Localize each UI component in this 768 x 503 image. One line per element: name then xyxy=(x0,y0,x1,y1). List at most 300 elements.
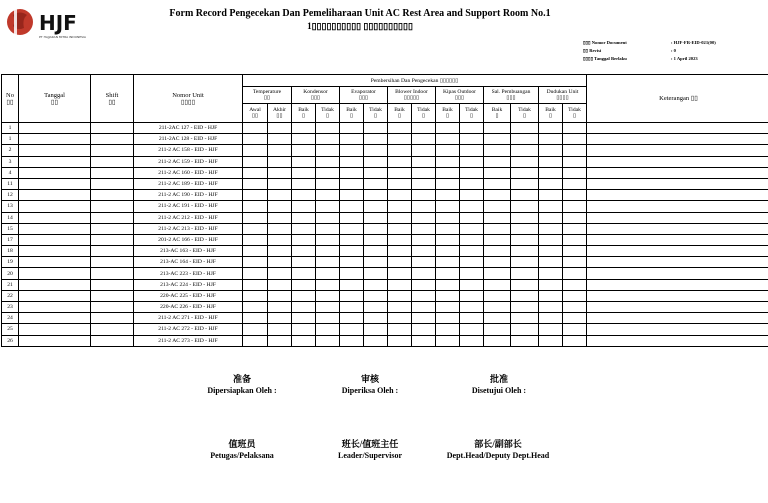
row-check-cell[interactable] xyxy=(243,335,268,346)
row-check-cell[interactable] xyxy=(316,246,340,257)
row-check-cell[interactable] xyxy=(316,212,340,223)
row-check-cell[interactable] xyxy=(412,134,436,145)
row-shift-cell[interactable] xyxy=(91,302,134,313)
row-check-cell[interactable] xyxy=(460,234,484,245)
row-check-cell[interactable] xyxy=(292,234,316,245)
row-check-cell[interactable] xyxy=(539,167,563,178)
row-shift-cell[interactable] xyxy=(91,246,134,257)
row-check-cell[interactable] xyxy=(484,257,511,268)
row-check-cell[interactable] xyxy=(511,234,539,245)
row-tanggal-cell[interactable] xyxy=(19,167,91,178)
row-keterangan-cell[interactable] xyxy=(587,223,768,234)
row-check-cell[interactable] xyxy=(563,156,587,167)
row-check-cell[interactable] xyxy=(268,335,292,346)
row-check-cell[interactable] xyxy=(511,123,539,134)
row-check-cell[interactable] xyxy=(539,134,563,145)
row-check-cell[interactable] xyxy=(388,324,412,335)
row-shift-cell[interactable] xyxy=(91,234,134,245)
row-check-cell[interactable] xyxy=(511,178,539,189)
row-check-cell[interactable] xyxy=(511,257,539,268)
row-check-cell[interactable] xyxy=(388,145,412,156)
row-check-cell[interactable] xyxy=(412,335,436,346)
row-check-cell[interactable] xyxy=(460,167,484,178)
row-tanggal-cell[interactable] xyxy=(19,156,91,167)
row-check-cell[interactable] xyxy=(484,335,511,346)
row-keterangan-cell[interactable] xyxy=(587,167,768,178)
row-check-cell[interactable] xyxy=(292,223,316,234)
row-shift-cell[interactable] xyxy=(91,145,134,156)
row-check-cell[interactable] xyxy=(316,279,340,290)
row-check-cell[interactable] xyxy=(563,223,587,234)
row-check-cell[interactable] xyxy=(436,156,460,167)
row-check-cell[interactable] xyxy=(511,134,539,145)
row-tanggal-cell[interactable] xyxy=(19,302,91,313)
row-check-cell[interactable] xyxy=(484,190,511,201)
row-check-cell[interactable] xyxy=(243,212,268,223)
row-check-cell[interactable] xyxy=(243,167,268,178)
row-check-cell[interactable] xyxy=(460,302,484,313)
row-check-cell[interactable] xyxy=(388,123,412,134)
row-check-cell[interactable] xyxy=(268,223,292,234)
row-check-cell[interactable] xyxy=(412,223,436,234)
row-check-cell[interactable] xyxy=(539,178,563,189)
row-check-cell[interactable] xyxy=(243,156,268,167)
row-shift-cell[interactable] xyxy=(91,178,134,189)
row-check-cell[interactable] xyxy=(511,324,539,335)
row-shift-cell[interactable] xyxy=(91,190,134,201)
row-tanggal-cell[interactable] xyxy=(19,324,91,335)
row-check-cell[interactable] xyxy=(563,302,587,313)
row-check-cell[interactable] xyxy=(460,178,484,189)
row-check-cell[interactable] xyxy=(436,290,460,301)
row-shift-cell[interactable] xyxy=(91,167,134,178)
row-shift-cell[interactable] xyxy=(91,313,134,324)
row-check-cell[interactable] xyxy=(364,156,388,167)
row-check-cell[interactable] xyxy=(563,212,587,223)
row-check-cell[interactable] xyxy=(460,123,484,134)
row-check-cell[interactable] xyxy=(364,145,388,156)
row-check-cell[interactable] xyxy=(388,279,412,290)
row-check-cell[interactable] xyxy=(292,134,316,145)
row-check-cell[interactable] xyxy=(412,290,436,301)
row-check-cell[interactable] xyxy=(268,234,292,245)
row-check-cell[interactable] xyxy=(292,302,316,313)
row-check-cell[interactable] xyxy=(316,190,340,201)
row-check-cell[interactable] xyxy=(268,246,292,257)
row-shift-cell[interactable] xyxy=(91,123,134,134)
row-check-cell[interactable] xyxy=(563,324,587,335)
row-check-cell[interactable] xyxy=(340,290,364,301)
row-keterangan-cell[interactable] xyxy=(587,145,768,156)
row-check-cell[interactable] xyxy=(243,223,268,234)
row-check-cell[interactable] xyxy=(243,234,268,245)
row-check-cell[interactable] xyxy=(563,134,587,145)
row-check-cell[interactable] xyxy=(539,212,563,223)
row-keterangan-cell[interactable] xyxy=(587,190,768,201)
row-check-cell[interactable] xyxy=(340,212,364,223)
row-check-cell[interactable] xyxy=(243,123,268,134)
row-check-cell[interactable] xyxy=(484,156,511,167)
row-check-cell[interactable] xyxy=(563,145,587,156)
row-check-cell[interactable] xyxy=(511,246,539,257)
row-check-cell[interactable] xyxy=(539,279,563,290)
row-check-cell[interactable] xyxy=(268,123,292,134)
row-check-cell[interactable] xyxy=(436,212,460,223)
row-check-cell[interactable] xyxy=(316,335,340,346)
row-check-cell[interactable] xyxy=(563,201,587,212)
row-tanggal-cell[interactable] xyxy=(19,212,91,223)
row-keterangan-cell[interactable] xyxy=(587,324,768,335)
row-check-cell[interactable] xyxy=(511,212,539,223)
row-check-cell[interactable] xyxy=(388,268,412,279)
row-tanggal-cell[interactable] xyxy=(19,335,91,346)
row-check-cell[interactable] xyxy=(292,313,316,324)
row-check-cell[interactable] xyxy=(364,167,388,178)
row-check-cell[interactable] xyxy=(436,223,460,234)
row-check-cell[interactable] xyxy=(388,257,412,268)
row-check-cell[interactable] xyxy=(292,201,316,212)
row-check-cell[interactable] xyxy=(364,190,388,201)
row-keterangan-cell[interactable] xyxy=(587,201,768,212)
row-keterangan-cell[interactable] xyxy=(587,156,768,167)
row-tanggal-cell[interactable] xyxy=(19,190,91,201)
row-check-cell[interactable] xyxy=(436,190,460,201)
row-check-cell[interactable] xyxy=(292,156,316,167)
row-tanggal-cell[interactable] xyxy=(19,290,91,301)
row-shift-cell[interactable] xyxy=(91,134,134,145)
row-check-cell[interactable] xyxy=(484,246,511,257)
row-check-cell[interactable] xyxy=(563,313,587,324)
row-check-cell[interactable] xyxy=(316,178,340,189)
row-check-cell[interactable] xyxy=(364,223,388,234)
row-keterangan-cell[interactable] xyxy=(587,257,768,268)
row-check-cell[interactable] xyxy=(268,290,292,301)
row-check-cell[interactable] xyxy=(436,302,460,313)
row-check-cell[interactable] xyxy=(484,223,511,234)
row-check-cell[interactable] xyxy=(460,134,484,145)
row-check-cell[interactable] xyxy=(292,145,316,156)
row-check-cell[interactable] xyxy=(539,201,563,212)
row-check-cell[interactable] xyxy=(388,178,412,189)
row-check-cell[interactable] xyxy=(340,167,364,178)
row-check-cell[interactable] xyxy=(412,279,436,290)
row-check-cell[interactable] xyxy=(388,201,412,212)
row-check-cell[interactable] xyxy=(316,268,340,279)
row-check-cell[interactable] xyxy=(268,257,292,268)
row-check-cell[interactable] xyxy=(388,246,412,257)
row-check-cell[interactable] xyxy=(292,178,316,189)
row-check-cell[interactable] xyxy=(436,324,460,335)
row-check-cell[interactable] xyxy=(511,145,539,156)
row-check-cell[interactable] xyxy=(460,335,484,346)
row-check-cell[interactable] xyxy=(484,201,511,212)
row-tanggal-cell[interactable] xyxy=(19,234,91,245)
row-check-cell[interactable] xyxy=(436,178,460,189)
row-check-cell[interactable] xyxy=(316,324,340,335)
row-check-cell[interactable] xyxy=(484,313,511,324)
row-check-cell[interactable] xyxy=(316,123,340,134)
row-check-cell[interactable] xyxy=(268,156,292,167)
row-check-cell[interactable] xyxy=(340,257,364,268)
row-check-cell[interactable] xyxy=(388,234,412,245)
row-check-cell[interactable] xyxy=(484,167,511,178)
row-check-cell[interactable] xyxy=(436,246,460,257)
row-check-cell[interactable] xyxy=(539,313,563,324)
row-check-cell[interactable] xyxy=(243,246,268,257)
row-check-cell[interactable] xyxy=(511,201,539,212)
row-check-cell[interactable] xyxy=(539,268,563,279)
row-tanggal-cell[interactable] xyxy=(19,178,91,189)
row-check-cell[interactable] xyxy=(511,268,539,279)
row-check-cell[interactable] xyxy=(539,335,563,346)
row-check-cell[interactable] xyxy=(460,313,484,324)
row-check-cell[interactable] xyxy=(436,201,460,212)
row-check-cell[interactable] xyxy=(412,313,436,324)
row-check-cell[interactable] xyxy=(364,201,388,212)
row-check-cell[interactable] xyxy=(292,279,316,290)
row-check-cell[interactable] xyxy=(243,257,268,268)
row-check-cell[interactable] xyxy=(460,145,484,156)
row-check-cell[interactable] xyxy=(460,156,484,167)
row-shift-cell[interactable] xyxy=(91,156,134,167)
row-tanggal-cell[interactable] xyxy=(19,246,91,257)
row-check-cell[interactable] xyxy=(539,145,563,156)
row-check-cell[interactable] xyxy=(511,190,539,201)
row-check-cell[interactable] xyxy=(364,324,388,335)
row-keterangan-cell[interactable] xyxy=(587,123,768,134)
row-check-cell[interactable] xyxy=(511,335,539,346)
row-check-cell[interactable] xyxy=(364,290,388,301)
row-shift-cell[interactable] xyxy=(91,279,134,290)
row-check-cell[interactable] xyxy=(539,246,563,257)
row-check-cell[interactable] xyxy=(511,290,539,301)
row-check-cell[interactable] xyxy=(436,167,460,178)
row-check-cell[interactable] xyxy=(460,223,484,234)
row-check-cell[interactable] xyxy=(340,178,364,189)
row-tanggal-cell[interactable] xyxy=(19,268,91,279)
row-check-cell[interactable] xyxy=(292,123,316,134)
row-check-cell[interactable] xyxy=(412,167,436,178)
row-check-cell[interactable] xyxy=(460,268,484,279)
row-check-cell[interactable] xyxy=(340,335,364,346)
row-check-cell[interactable] xyxy=(412,156,436,167)
row-check-cell[interactable] xyxy=(364,257,388,268)
row-check-cell[interactable] xyxy=(364,123,388,134)
row-check-cell[interactable] xyxy=(563,279,587,290)
row-check-cell[interactable] xyxy=(388,156,412,167)
row-check-cell[interactable] xyxy=(460,290,484,301)
row-check-cell[interactable] xyxy=(340,223,364,234)
row-check-cell[interactable] xyxy=(292,324,316,335)
row-check-cell[interactable] xyxy=(243,313,268,324)
row-check-cell[interactable] xyxy=(412,234,436,245)
row-check-cell[interactable] xyxy=(243,324,268,335)
row-check-cell[interactable] xyxy=(388,313,412,324)
row-check-cell[interactable] xyxy=(412,190,436,201)
row-check-cell[interactable] xyxy=(243,279,268,290)
row-check-cell[interactable] xyxy=(340,156,364,167)
row-check-cell[interactable] xyxy=(484,123,511,134)
row-check-cell[interactable] xyxy=(243,268,268,279)
row-check-cell[interactable] xyxy=(511,279,539,290)
row-check-cell[interactable] xyxy=(436,123,460,134)
row-check-cell[interactable] xyxy=(563,290,587,301)
row-check-cell[interactable] xyxy=(563,234,587,245)
row-check-cell[interactable] xyxy=(316,201,340,212)
row-check-cell[interactable] xyxy=(436,257,460,268)
row-check-cell[interactable] xyxy=(436,234,460,245)
row-check-cell[interactable] xyxy=(268,268,292,279)
row-check-cell[interactable] xyxy=(484,145,511,156)
row-check-cell[interactable] xyxy=(563,123,587,134)
row-check-cell[interactable] xyxy=(563,246,587,257)
row-keterangan-cell[interactable] xyxy=(587,234,768,245)
row-check-cell[interactable] xyxy=(340,324,364,335)
row-check-cell[interactable] xyxy=(268,201,292,212)
row-check-cell[interactable] xyxy=(412,302,436,313)
row-check-cell[interactable] xyxy=(364,279,388,290)
row-check-cell[interactable] xyxy=(364,212,388,223)
row-check-cell[interactable] xyxy=(484,279,511,290)
row-check-cell[interactable] xyxy=(292,335,316,346)
row-check-cell[interactable] xyxy=(539,123,563,134)
row-check-cell[interactable] xyxy=(316,167,340,178)
row-check-cell[interactable] xyxy=(268,145,292,156)
row-check-cell[interactable] xyxy=(484,134,511,145)
row-check-cell[interactable] xyxy=(484,268,511,279)
row-check-cell[interactable] xyxy=(460,201,484,212)
row-tanggal-cell[interactable] xyxy=(19,145,91,156)
row-keterangan-cell[interactable] xyxy=(587,290,768,301)
row-check-cell[interactable] xyxy=(563,268,587,279)
row-check-cell[interactable] xyxy=(563,335,587,346)
row-check-cell[interactable] xyxy=(388,302,412,313)
row-check-cell[interactable] xyxy=(484,178,511,189)
row-check-cell[interactable] xyxy=(511,223,539,234)
row-check-cell[interactable] xyxy=(436,268,460,279)
row-check-cell[interactable] xyxy=(511,167,539,178)
row-check-cell[interactable] xyxy=(292,212,316,223)
row-check-cell[interactable] xyxy=(511,156,539,167)
row-check-cell[interactable] xyxy=(243,145,268,156)
row-check-cell[interactable] xyxy=(316,145,340,156)
row-check-cell[interactable] xyxy=(243,190,268,201)
row-check-cell[interactable] xyxy=(316,223,340,234)
row-check-cell[interactable] xyxy=(340,246,364,257)
row-shift-cell[interactable] xyxy=(91,223,134,234)
row-check-cell[interactable] xyxy=(412,324,436,335)
row-check-cell[interactable] xyxy=(364,335,388,346)
row-check-cell[interactable] xyxy=(388,290,412,301)
row-check-cell[interactable] xyxy=(364,268,388,279)
row-check-cell[interactable] xyxy=(539,324,563,335)
row-check-cell[interactable] xyxy=(484,290,511,301)
row-check-cell[interactable] xyxy=(436,145,460,156)
row-tanggal-cell[interactable] xyxy=(19,134,91,145)
row-tanggal-cell[interactable] xyxy=(19,223,91,234)
row-check-cell[interactable] xyxy=(316,257,340,268)
row-check-cell[interactable] xyxy=(292,190,316,201)
row-check-cell[interactable] xyxy=(436,134,460,145)
row-check-cell[interactable] xyxy=(460,190,484,201)
row-check-cell[interactable] xyxy=(511,313,539,324)
row-check-cell[interactable] xyxy=(511,302,539,313)
row-check-cell[interactable] xyxy=(243,302,268,313)
row-check-cell[interactable] xyxy=(412,178,436,189)
row-check-cell[interactable] xyxy=(388,212,412,223)
row-check-cell[interactable] xyxy=(292,257,316,268)
row-keterangan-cell[interactable] xyxy=(587,212,768,223)
row-tanggal-cell[interactable] xyxy=(19,257,91,268)
row-check-cell[interactable] xyxy=(364,234,388,245)
row-check-cell[interactable] xyxy=(243,178,268,189)
row-check-cell[interactable] xyxy=(412,257,436,268)
row-check-cell[interactable] xyxy=(388,335,412,346)
row-keterangan-cell[interactable] xyxy=(587,335,768,346)
row-check-cell[interactable] xyxy=(539,190,563,201)
row-tanggal-cell[interactable] xyxy=(19,201,91,212)
row-check-cell[interactable] xyxy=(460,246,484,257)
row-shift-cell[interactable] xyxy=(91,257,134,268)
row-check-cell[interactable] xyxy=(364,313,388,324)
row-check-cell[interactable] xyxy=(340,234,364,245)
row-check-cell[interactable] xyxy=(484,324,511,335)
row-check-cell[interactable] xyxy=(268,190,292,201)
row-check-cell[interactable] xyxy=(484,234,511,245)
row-check-cell[interactable] xyxy=(316,313,340,324)
row-shift-cell[interactable] xyxy=(91,212,134,223)
row-check-cell[interactable] xyxy=(484,212,511,223)
row-check-cell[interactable] xyxy=(412,246,436,257)
row-check-cell[interactable] xyxy=(268,279,292,290)
row-check-cell[interactable] xyxy=(292,290,316,301)
row-check-cell[interactable] xyxy=(436,313,460,324)
row-shift-cell[interactable] xyxy=(91,324,134,335)
row-keterangan-cell[interactable] xyxy=(587,134,768,145)
row-check-cell[interactable] xyxy=(364,302,388,313)
row-check-cell[interactable] xyxy=(268,167,292,178)
row-check-cell[interactable] xyxy=(364,178,388,189)
row-check-cell[interactable] xyxy=(563,178,587,189)
row-check-cell[interactable] xyxy=(316,156,340,167)
row-check-cell[interactable] xyxy=(563,257,587,268)
row-check-cell[interactable] xyxy=(268,212,292,223)
row-check-cell[interactable] xyxy=(484,302,511,313)
row-check-cell[interactable] xyxy=(316,290,340,301)
row-check-cell[interactable] xyxy=(243,134,268,145)
row-shift-cell[interactable] xyxy=(91,201,134,212)
row-check-cell[interactable] xyxy=(539,290,563,301)
row-keterangan-cell[interactable] xyxy=(587,246,768,257)
row-check-cell[interactable] xyxy=(539,156,563,167)
row-check-cell[interactable] xyxy=(412,268,436,279)
row-check-cell[interactable] xyxy=(316,234,340,245)
row-keterangan-cell[interactable] xyxy=(587,268,768,279)
row-check-cell[interactable] xyxy=(412,123,436,134)
row-check-cell[interactable] xyxy=(412,212,436,223)
row-keterangan-cell[interactable] xyxy=(587,178,768,189)
row-tanggal-cell[interactable] xyxy=(19,279,91,290)
row-check-cell[interactable] xyxy=(364,246,388,257)
row-check-cell[interactable] xyxy=(460,279,484,290)
row-check-cell[interactable] xyxy=(539,234,563,245)
row-check-cell[interactable] xyxy=(268,313,292,324)
row-shift-cell[interactable] xyxy=(91,268,134,279)
row-check-cell[interactable] xyxy=(388,190,412,201)
row-shift-cell[interactable] xyxy=(91,335,134,346)
row-check-cell[interactable] xyxy=(316,302,340,313)
row-check-cell[interactable] xyxy=(460,324,484,335)
